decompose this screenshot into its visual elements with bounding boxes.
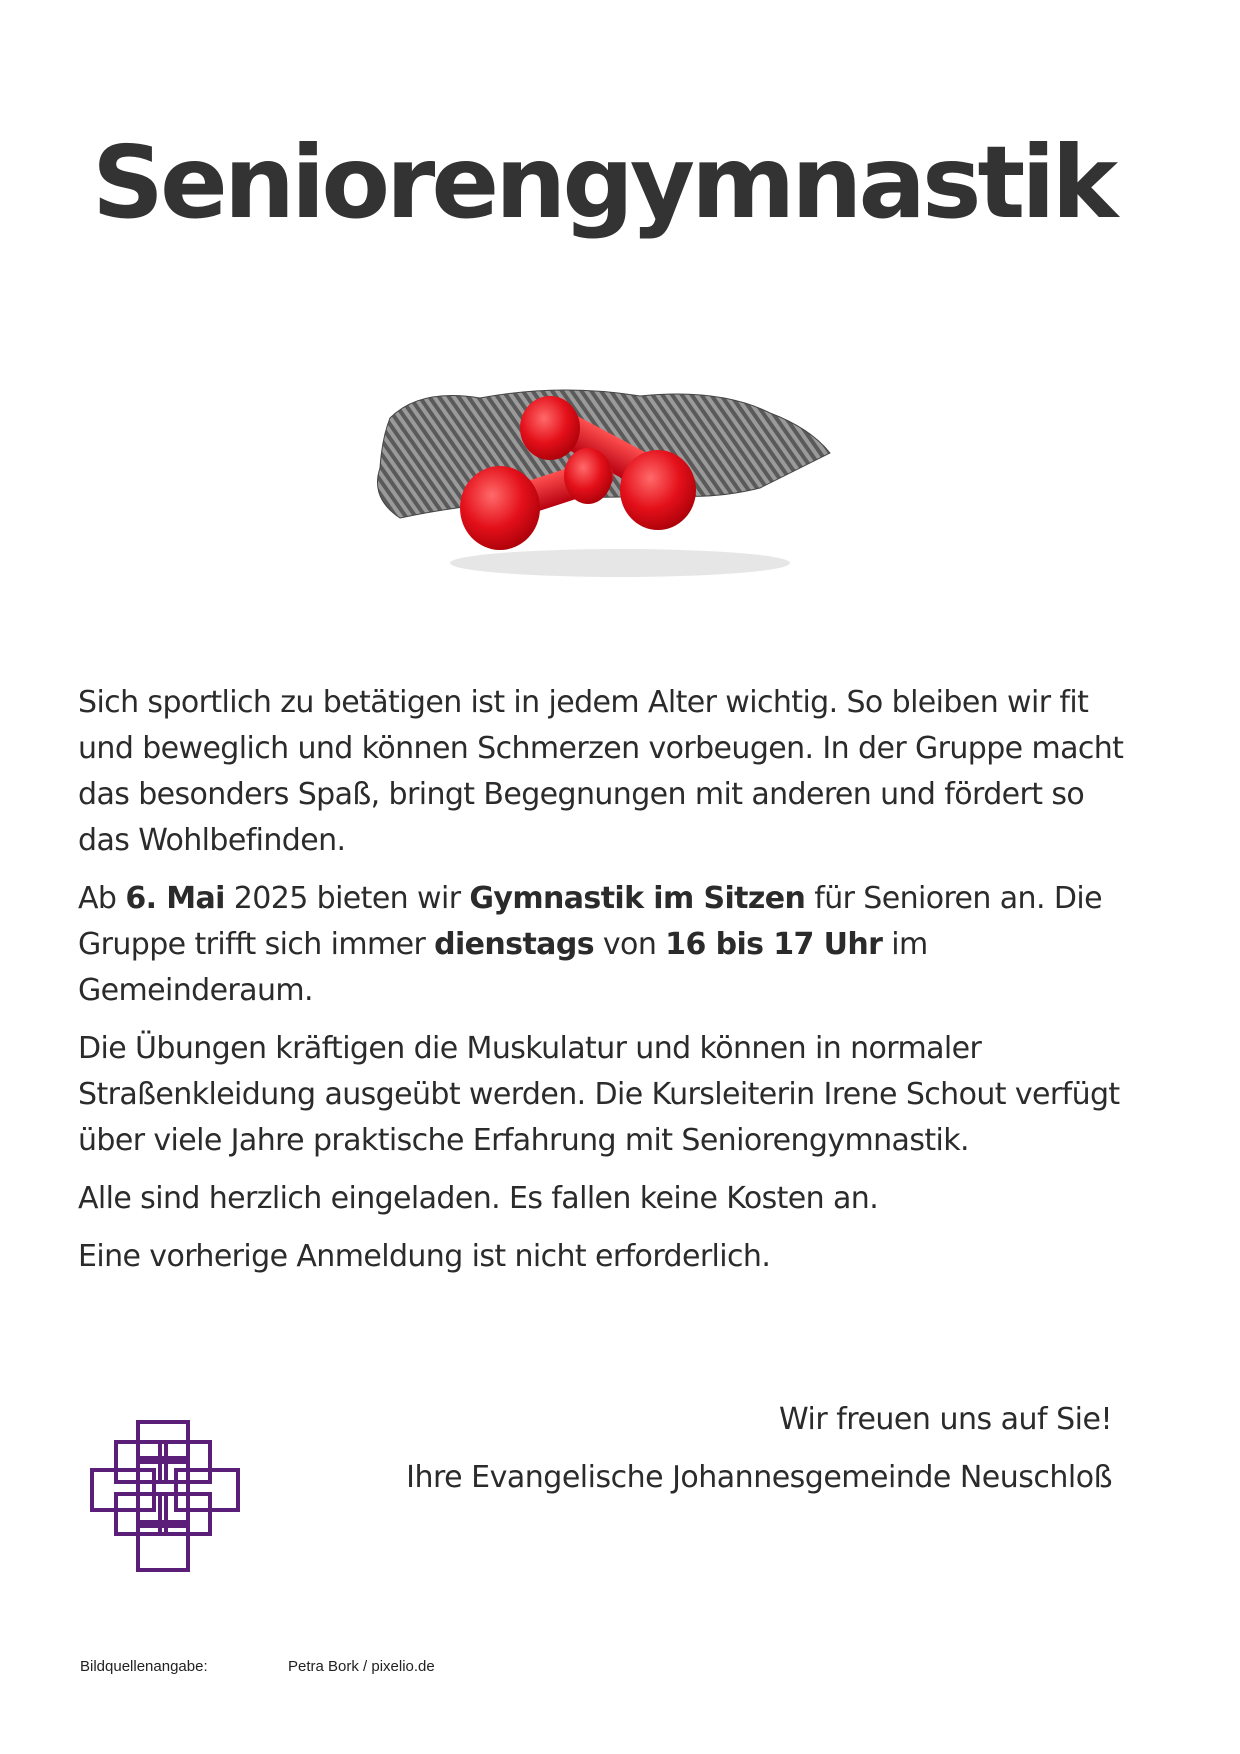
image-credit: Petra Bork / pixelio.de <box>288 1658 435 1675</box>
closing <box>406 1400 1112 1516</box>
start-date: 6. Mai <box>125 881 225 916</box>
page-title: Seniorengymnastik <box>92 124 1115 241</box>
invitation-paragraph: Alle sind herzlich eingeladen. Es fallen keine Kosten an. <box>78 1181 879 1216</box>
time: 16 bis 17 Uhr <box>665 927 883 962</box>
church-cross-logo-icon <box>88 1418 244 1574</box>
weekday: dienstags <box>434 927 594 962</box>
instructor-paragraph: Die Übungen kräftigen die Muskulatur und können in normaler Straßenkleidung ausgeübt werden. Die Kursleiterin Irene Schout verfügt über viele Jahre praktische Erfahrung mit Seniorengymnastik. <box>78 1031 1120 1158</box>
intro-paragraph: Sich sportlich zu betätigen ist in jedem Alter wichtig. So bleiben wir fit und beweglich und können Schmerzen vorbeugen. In der Gruppe macht das besonders Spaß, bringt Begegnungen mit anderen und fördert so das Wohlbefinden. <box>78 685 1124 858</box>
schedule-paragraph <box>78 876 1138 1014</box>
text-span: 2025 bieten wir <box>224 881 470 916</box>
body-text <box>78 680 1138 1292</box>
image-credit-label: Bildquellenangabe: <box>80 1658 208 1675</box>
registration-paragraph: Eine vorherige Anmeldung ist nicht erforderlich. <box>78 1239 771 1274</box>
text-span: Ab <box>78 881 126 916</box>
text-span: von <box>593 927 666 962</box>
text-span: im Gemeinderaum. <box>78 927 928 1008</box>
course-name: Gymnastik im Sitzen <box>469 881 806 916</box>
greeting: Wir freuen uns auf Sie! <box>779 1402 1112 1437</box>
dumbbells-image <box>360 378 840 598</box>
signature: Ihre Evangelische Johannesgemeinde Neuschloß <box>406 1460 1112 1495</box>
text-span: für Senioren an. Die Gruppe trifft sich immer <box>78 881 1102 962</box>
